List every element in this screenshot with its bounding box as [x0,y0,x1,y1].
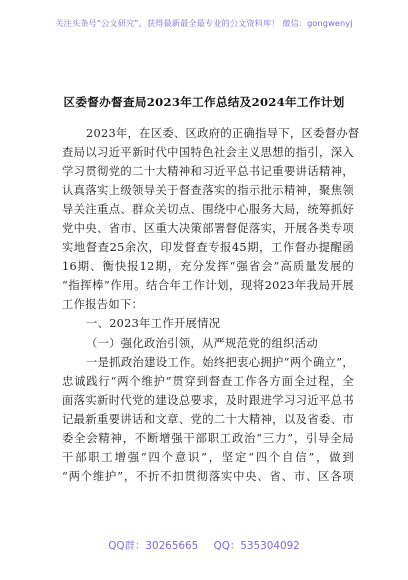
paragraph-line: 委全会精神，不断增强干部职工政治“三力”，引导全局 [62,431,354,445]
paragraph-line: 忠诚践行“两个维护”贯穿到督查工作各方面全过程，全 [62,374,354,388]
paragraph-line: 干部职工增强“四个意识”，坚定“四个自信”，做到 [62,450,354,464]
paragraph-line: 16期、衡快报12期，充分发挥“强省会”高质量发展的 [62,260,354,274]
paragraph-line: “指挥棒”作用。结合年工作计划，现将2023年我局开展 [62,279,354,293]
paragraph-line: 工作报告如下： [62,298,144,312]
paragraph-line: 党中央、省市、区重大决策部署督促落实，开展各类专项 [62,222,354,236]
paragraph-line: 实地督查25余次，印发督查专报45期，工作督办提醒函 [62,241,354,255]
document-body [62,124,360,486]
paragraph-line: 一是抓政治建设工作。始终把衷心拥护“两个确立”， [86,355,354,369]
paragraph-line: 查局以习近平新时代中国特色社会主义思想的指引，深入 [62,146,354,160]
header-promo-banner: 关注头条号“公文研究”，获得最新最全最专业的公文资料库！ 微信：gongwenyj [55,18,353,28]
footer-qq-group: QQ群：30265665 [108,540,199,552]
paragraph-line: 认真落实上级领导关于督查落实的指示批示精神，聚焦领 [62,184,354,198]
subsection-heading: （一）强化政治引领，从严规范党的组织活动 [86,336,318,350]
footer-qq-number: QQ：535304092 [213,540,300,552]
paragraph-line: 2023年，在区委、区政府的正确指导下，区委督办督 [86,127,360,140]
paragraph-line: 学习贯彻党的二十大精神和习近平总书记重要讲话精神， [62,165,354,179]
paragraph-line: 面落实新时代党的建设总要求，及时跟进学习习近平总书 [62,393,354,407]
section-heading: 一、2023年工作开展情况 [86,317,221,331]
paragraph-line: 记最新重要讲话和文章、党的二十大精神，以及省委、市 [62,412,354,426]
footer-contact-banner [0,537,408,552]
paragraph-line: 导关注重点、群众关切点、围绕中心服务大局，统筹抓好 [62,203,354,217]
document-title: 区委督办督查局2023年工作总结及2024年工作计划 [63,95,345,109]
paragraph-line: “两个维护”，不折不扣贯彻落实中央、省、市、区各项 [62,469,354,483]
